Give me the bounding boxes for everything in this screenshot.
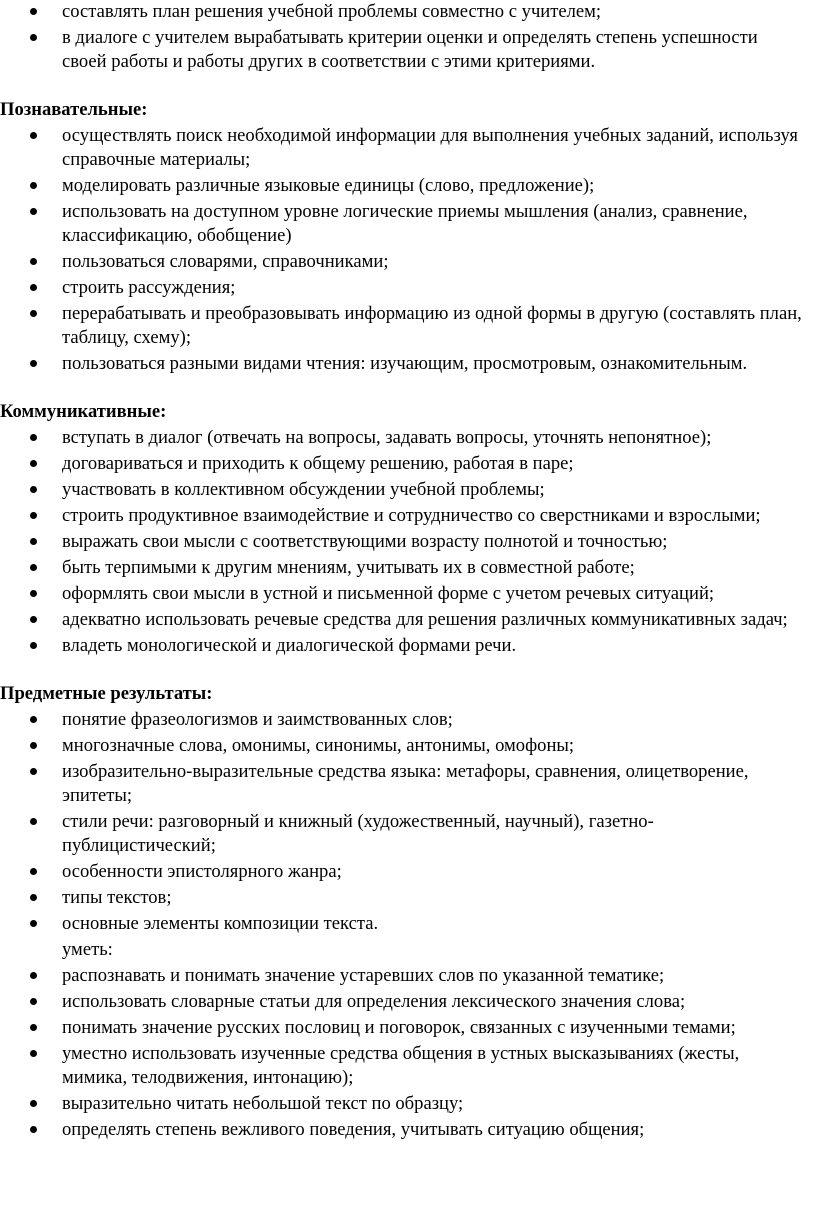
bullet-icon [30,310,37,317]
list-item: использовать словарные статьи для определения лексического значения слова; [0,990,816,1014]
bullet-icon [30,512,37,519]
bullet-icon [30,972,37,979]
list-item: моделировать различные языковые единицы (слово, предложение); [0,174,816,198]
cognitive-list [0,124,816,376]
bullet-icon [30,768,37,775]
list-item: типы текстов; [0,886,816,910]
list-item: пользоваться разными видами чтения: изучающим, просмотровым, ознакомительным. [0,352,816,376]
section-heading-communicative: Коммуникативные: [0,401,167,422]
bullet-icon [30,818,37,825]
bullet-icon [30,258,37,265]
bullet-icon [30,1050,37,1057]
list-item: быть терпимыми к другим мнениям, учитывать их в совместной работе; [0,556,816,580]
communicative-list [0,426,816,658]
bullet-icon [30,998,37,1005]
list-item: адекватно использовать речевые средства для решения различных коммуникативных задач; [0,608,816,632]
bullet-icon [30,1100,37,1107]
list-item: понятие фразеологизмов и заимствованных слов; [0,708,816,732]
list-item: составлять план решения учебной проблемы совместно с учителем; [0,0,816,24]
bullet-icon [30,716,37,723]
list-item: выразительно читать небольшой текст по образцу; [0,1092,816,1116]
list-item: оформлять свои мысли в устной и письменной форме с учетом речевых ситуаций; [0,582,816,606]
bullet-icon [30,1126,37,1133]
list-item: в диалоге с учителем вырабатывать критерии оценки и определять степень успешности своей работы и работы других в соответствии с этими критериями. [0,26,816,74]
list-item: многозначные слова, омонимы, синонимы, антонимы, омофоны; [0,734,816,758]
list-item: уместно использовать изученные средства общения в устных высказываниях (жесты, мимика, телодвижения, интонацию); [0,1042,816,1090]
bullet-icon [30,538,37,545]
list-item: договариваться и приходить к общему решению, работая в паре; [0,452,816,476]
list-item: строить продуктивное взаимодействие и сотрудничество со сверстниками и взрослыми; [0,504,816,528]
bullet-icon [30,360,37,367]
bullet-icon [30,590,37,597]
bullet-icon [30,284,37,291]
bullet-icon [30,920,37,927]
list-item: изобразительно-выразительные средства языка: метафоры, сравнения, олицетворение, эпитеты; [0,760,816,808]
list-item: участвовать в коллективном обсуждении учебной проблемы; [0,478,816,502]
bullet-icon [30,868,37,875]
bullet-icon [30,8,37,15]
section-heading-cognitive: Познавательные: [0,99,148,120]
list-item: использовать на доступном уровне логические приемы мышления (анализ, сравнение, классификацию, обобщение) [0,200,816,248]
bullet-icon [30,564,37,571]
list-item: строить рассуждения; [0,276,816,300]
list-item: распознавать и понимать значение устаревших слов по указанной тематике; [0,964,816,988]
bullet-icon [30,742,37,749]
bullet-icon [30,894,37,901]
bullet-icon [30,460,37,467]
bullet-icon [30,434,37,441]
bullet-icon [30,34,37,41]
list-item: основные элементы композиции текста. [0,912,816,936]
bullet-icon [30,1024,37,1031]
list-item: выражать свои мысли с соответствующими возрасту полнотой и точностью; [0,530,816,554]
list-item: особенности эпистолярного жанра; [0,860,816,884]
list-item: владеть монологической и диалогической формами речи. [0,634,816,658]
list-item: вступать в диалог (отвечать на вопросы, задавать вопросы, уточнять непонятное); [0,426,816,450]
bullet-icon [30,616,37,623]
bullet-icon [30,486,37,493]
bullet-icon [30,182,37,189]
list-item: осуществлять поиск необходимой информации для выполнения учебных заданий, используя справочные материалы; [0,124,816,172]
regulatory-list [0,0,816,74]
bullet-icon [30,208,37,215]
section-heading-subject-results: Предметные результаты: [0,683,213,704]
subject-results-list [0,708,816,1142]
bullet-icon [30,132,37,139]
subheading-skills: уметь: [62,939,113,960]
list-item: пользоваться словарями, справочниками; [0,250,816,274]
list-item: перерабатывать и преобразовывать информацию из одной формы в другую (составлять план, таблицу, схему); [0,302,816,350]
bullet-icon [30,642,37,649]
list-item: определять степень вежливого поведения, учитывать ситуацию общения; [0,1118,816,1142]
list-item: стили речи: разговорный и книжный (художественный, научный), газетно-публицистический; [0,810,816,858]
list-item: понимать значение русских пословиц и поговорок, связанных с изученными темами; [0,1016,816,1040]
